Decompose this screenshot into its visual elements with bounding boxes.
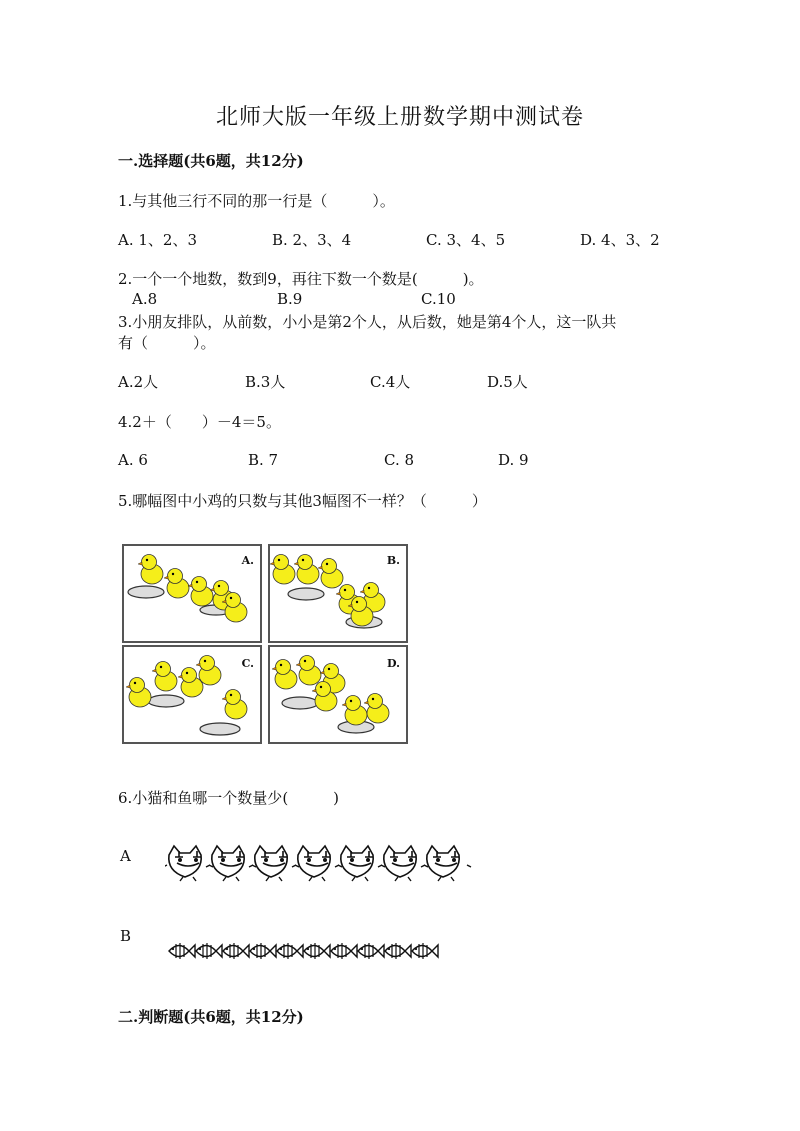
- chick-drawing: [124, 647, 260, 742]
- fish-icon: [169, 943, 195, 959]
- question-4: 4.2＋（ ）－4＝5。: [118, 413, 281, 431]
- panel-a-label: A.: [241, 554, 254, 567]
- chick-panel-b: [268, 544, 408, 643]
- q3-option-d: D.5人: [487, 373, 528, 391]
- chick: [342, 696, 367, 726]
- chick: [296, 656, 321, 686]
- feed-bowl: [148, 695, 184, 707]
- chick-drawing: [270, 546, 406, 641]
- cat-icon: [335, 846, 385, 881]
- fish-icon: [223, 943, 249, 959]
- question-5: 5.哪幅图中小鸡的只数与其他3幅图不一样？（ ）: [118, 492, 487, 510]
- chick-drawing: [124, 546, 260, 641]
- panel-b-label: B.: [386, 554, 400, 567]
- q4-option-b: B. 7: [248, 451, 279, 469]
- q1-option-d: D. 4、3、2: [580, 231, 660, 249]
- q1-option-a: A. 1、2、3: [118, 231, 197, 249]
- q1-option-b: B. 2、3、4: [272, 231, 352, 249]
- question-1: 1.与其他三行不同的那一行是（ ）。: [118, 192, 395, 210]
- chick-drawing: [270, 647, 406, 742]
- q4-option-d: D. 9: [498, 451, 529, 469]
- fish-icon: [250, 943, 276, 959]
- fish-icon: [304, 943, 330, 959]
- chick: [188, 577, 213, 607]
- chick-panel-c: [122, 645, 262, 744]
- cat-icon: [378, 846, 428, 881]
- chick: [126, 678, 151, 708]
- q2-option-c: C.10: [421, 290, 456, 308]
- feed-bowl: [128, 586, 164, 598]
- q3-option-a: A.2人: [118, 373, 159, 391]
- panel-d-label: D.: [387, 657, 400, 670]
- cat-icon: [421, 846, 471, 881]
- fish-row: [165, 935, 455, 965]
- chick: [318, 559, 343, 589]
- chick: [152, 662, 177, 692]
- cat-row: [165, 843, 475, 883]
- fish-icon: [358, 943, 384, 959]
- q4-option-a: A. 6: [118, 451, 148, 469]
- fish-icon: [385, 943, 411, 959]
- q1-option-c: C. 3、4、5: [426, 231, 506, 249]
- question-6: 6.小猫和鱼哪一个数量少( ): [118, 789, 340, 807]
- cat-icon: [206, 846, 256, 881]
- feed-bowl: [200, 723, 240, 735]
- section-2-heading: 二.判断题(共6题，共12分): [118, 1008, 304, 1026]
- cat-icon: [249, 846, 299, 881]
- chick-panel-a: [122, 544, 262, 643]
- chick-panel-d: [268, 645, 408, 744]
- chick: [364, 694, 389, 724]
- panel-c-label: C.: [241, 657, 254, 670]
- question-2: 2.一个一个地数，数到9，再往下数一个数是( )。: [118, 270, 484, 288]
- row-a-label: A: [120, 847, 131, 865]
- question-3-line-1: 3.小朋友排队，从前数，小小是第2个人，从后数，她是第4个人，这一队共: [118, 313, 617, 331]
- q3-option-b: B.3人: [245, 373, 286, 391]
- fish-icon: [277, 943, 303, 959]
- chick: [222, 690, 247, 720]
- chick: [138, 555, 163, 585]
- chick: [294, 555, 319, 585]
- question-3-line-2: 有（ ）。: [118, 334, 216, 352]
- feed-bowl: [288, 588, 324, 600]
- feed-bowl: [282, 697, 318, 709]
- chick: [270, 555, 295, 585]
- fish-icon: [331, 943, 357, 959]
- cat-icon: [292, 846, 342, 881]
- cat-icon: [165, 846, 213, 881]
- page-title: 北师大版一年级上册数学期中测试卷: [215, 105, 584, 130]
- fish-icon: [196, 943, 222, 959]
- q4-option-c: C. 8: [384, 451, 415, 469]
- q2-option-b: B.9: [277, 290, 303, 308]
- fish-icon: [412, 943, 438, 959]
- chick: [164, 569, 189, 599]
- q3-option-c: C.4人: [370, 373, 411, 391]
- row-b-label: B: [120, 927, 132, 945]
- q2-option-a: A.8: [132, 290, 158, 308]
- chick: [272, 660, 297, 690]
- section-1-heading: 一.选择题(共6题，共12分): [118, 152, 304, 170]
